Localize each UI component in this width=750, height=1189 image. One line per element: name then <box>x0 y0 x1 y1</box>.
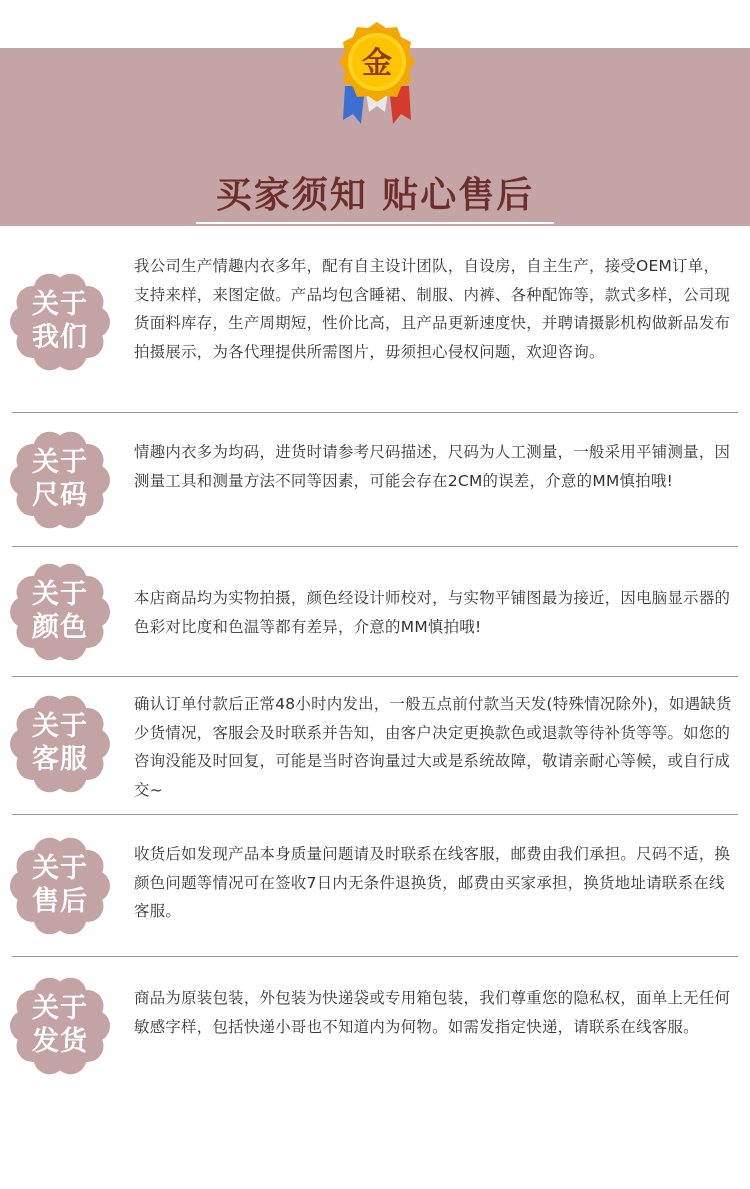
section-badge-label <box>10 578 110 644</box>
section-badge-label <box>10 852 110 918</box>
section-badge-4 <box>10 694 110 794</box>
section-badge-label <box>10 992 110 1058</box>
page-subtitle: 多年生产经验 对细节把控严谨 做工细致 <box>154 234 596 259</box>
page-title: 买家须知 贴心售后 <box>215 175 535 216</box>
section-divider <box>12 814 738 815</box>
section-text-3: 本店商品均为实物拍摄，颜色经设计师校对，与实物平铺图最为接近，因电脑显示器的色彩对比度和色温等都有差异，介意的MM慎拍哦! <box>134 589 731 636</box>
section-badge-label <box>10 710 110 776</box>
section-badge-5 <box>10 836 110 936</box>
section-badge-2 <box>10 430 110 530</box>
section-text-5: 收货后如发现产品本身质量问题请及时联系在线客服，邮费由我们承担。尺码不适，换颜色问题等情况可在签收7日内无条件退换货，邮费由买家承担，换货地址请联系在线客服。 <box>134 845 731 920</box>
section-divider <box>12 546 738 547</box>
badge-label-top: 关于 <box>32 447 88 478</box>
badge-label-top: 关于 <box>32 853 88 884</box>
badge-label-bottom: 我们 <box>32 322 88 353</box>
badge-label-top: 关于 <box>32 993 88 1024</box>
section-badge-3 <box>10 562 110 662</box>
badge-label-bottom: 发货 <box>32 1026 88 1057</box>
section-text-2: 情趣内衣多为均码，进货时请参考尺码描述，尺码为人工测量，一般采用平铺测量，因测量工具和测量方法不同等因素，可能会存在2CM的误差，介意的MM慎拍哦! <box>134 443 731 490</box>
section-badge-label <box>10 446 110 512</box>
section-badge-1 <box>10 272 110 372</box>
section-divider <box>12 412 738 413</box>
badge-label-bottom: 尺码 <box>32 480 88 511</box>
section-text-1: 我公司生产情趣内衣多年，配有自主设计团队，自设房，自主生产，接受OEM订单，支持来样，来图定做。产品均包含睡裙、制服、内裤、各种配饰等，款式多样，公司现货面料库存，生产周期短，性价比高，且产品更新速度快，并聘请摄影机构做新品发布拍摄展示，为各代理提供所需图片，毋须担心侵权问题，欢迎咨询。 <box>134 257 731 361</box>
gold-medal-icon <box>331 22 423 126</box>
badge-label-top: 关于 <box>32 711 88 742</box>
section-text-6: 商品为原装包装，外包装为快递袋或专用箱包装，我们尊重您的隐私权，面单上无任何敏感字样，包括快递小哥也不知道内为何物。如需发指定快递，请联系在线客服。 <box>134 989 731 1036</box>
badge-label-bottom: 售后 <box>32 886 88 917</box>
badge-label-top: 关于 <box>32 579 88 610</box>
badge-label-bottom: 客服 <box>32 744 88 775</box>
section-divider <box>12 956 738 957</box>
medal-char: 金 <box>362 46 392 81</box>
section-text-4: 确认订单付款后正常48小时内发出，一般五点前付款当天发(特殊情况除外)，如遇缺货少货情况，客服会及时联系并告知，由客户决定更换款色或退款等待补货等等。如您的咨询没能及时回复，可能是当时咨询量过大或是系统故障，敬请亲耐心等候，或自行成交~ <box>134 695 732 799</box>
title-underline <box>196 222 554 224</box>
section-badge-label <box>10 288 110 354</box>
badge-label-top: 关于 <box>32 289 88 320</box>
section-divider <box>12 676 738 677</box>
badge-label-bottom: 颜色 <box>32 612 88 643</box>
section-badge-6 <box>10 976 110 1076</box>
